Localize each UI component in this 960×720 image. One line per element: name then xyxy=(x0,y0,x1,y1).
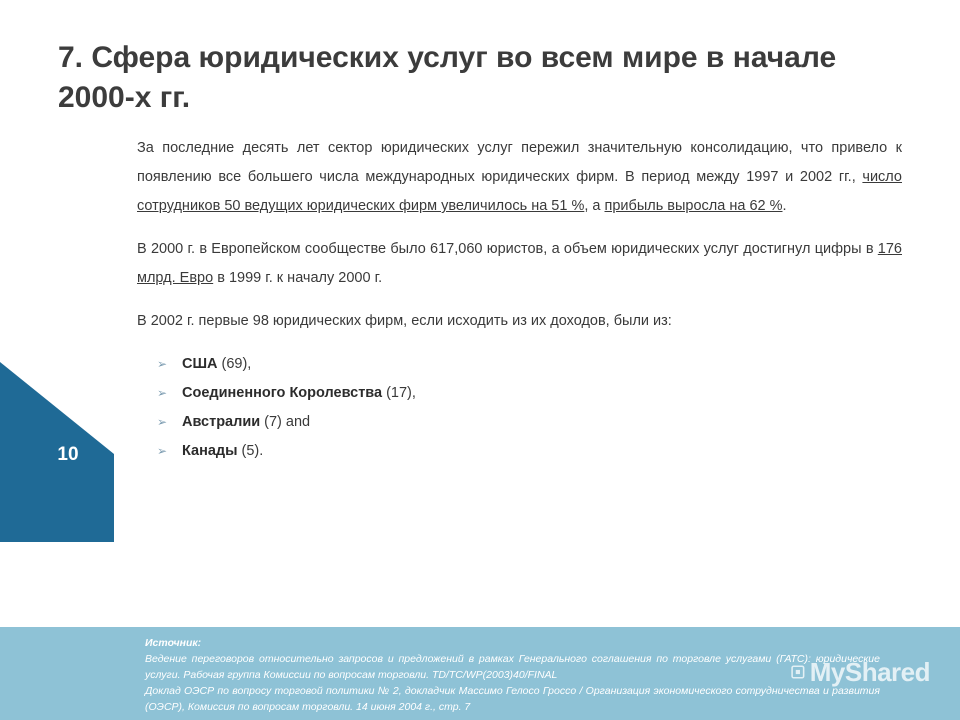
country-name: Канады xyxy=(182,443,238,459)
paragraph-top-firms: В 2002 г. первые 98 юридических фирм, если исходить из их доходов, были из: xyxy=(137,313,672,329)
watermark-icon xyxy=(790,657,806,687)
underlined-employees-growth: число сотрудников 50 ведущих юридических фирм увеличилось на 51 % xyxy=(137,169,902,214)
slide-title: 7. Сфера юридических услуг во всем мире в начале 2000-х гг. xyxy=(58,41,837,114)
country-name: Соединенного Королевства xyxy=(182,385,383,401)
arrow-bullet-icon: ➢ xyxy=(157,415,168,429)
paragraph-eu-lawyers xyxy=(137,235,902,293)
paragraph-text: , а xyxy=(584,198,605,214)
list-item xyxy=(157,350,902,379)
paragraph-text: В 2000 г. в Европейском сообществе было 617,060 юристов, а объем юридических услуг достигнул цифры в xyxy=(137,241,878,257)
footer-source xyxy=(145,635,880,715)
country-count: (17), xyxy=(386,385,416,401)
country-name: США xyxy=(182,356,218,372)
source-reference: Доклад ОЭСР по вопросу торговой политики № 2, докладчик Массимо Гелосо Гроссо / Организация экономического сотрудничества и развития (ОЭСР), Комиссия по вопросам торговли. 14 июня 2004 г., стр. 7 xyxy=(145,685,880,713)
page-number: 10 xyxy=(57,444,79,465)
arrow-bullet-icon: ➢ xyxy=(157,386,168,400)
paragraph-consolidation xyxy=(137,134,902,221)
watermark-text: MyShared xyxy=(809,656,930,687)
paragraph-text: За последние десять лет сектор юридических услуг пережил значительную консолидацию, что привело к появлению все большего числа международных юридических фирм. В период между 1997 и 2002 гг., xyxy=(137,140,902,185)
source-label: Источник: xyxy=(145,637,202,649)
arrow-bullet-icon: ➢ xyxy=(157,357,168,371)
country-count: (7) and xyxy=(264,414,311,430)
slide-body xyxy=(137,134,902,466)
list-item xyxy=(157,437,902,466)
list-item xyxy=(157,379,902,408)
country-list xyxy=(157,350,902,466)
list-item xyxy=(157,408,902,437)
country-name: Австралии xyxy=(182,414,261,430)
paragraph-text: в 1999 г. к началу 2000 г. xyxy=(213,270,383,286)
arrow-bullet-icon: ➢ xyxy=(157,444,168,458)
country-count: (69), xyxy=(221,356,252,372)
paragraph-text: . xyxy=(782,198,787,214)
underlined-profit-growth: прибыль выросла на 62 % xyxy=(604,198,783,214)
country-count: (5). xyxy=(241,443,264,459)
underlined-market-volume: 176 млрд. Евро xyxy=(137,241,902,286)
watermark-logo xyxy=(790,652,930,692)
source-reference: Ведение переговоров относительно запросов и предложений в рамках Генерального соглашения по торговле услугами (ГАТС): юридические услуги. Рабочая группа Комиссии по вопросам торговли. TD/TC/WP(2003)40/FINAL xyxy=(145,653,880,681)
